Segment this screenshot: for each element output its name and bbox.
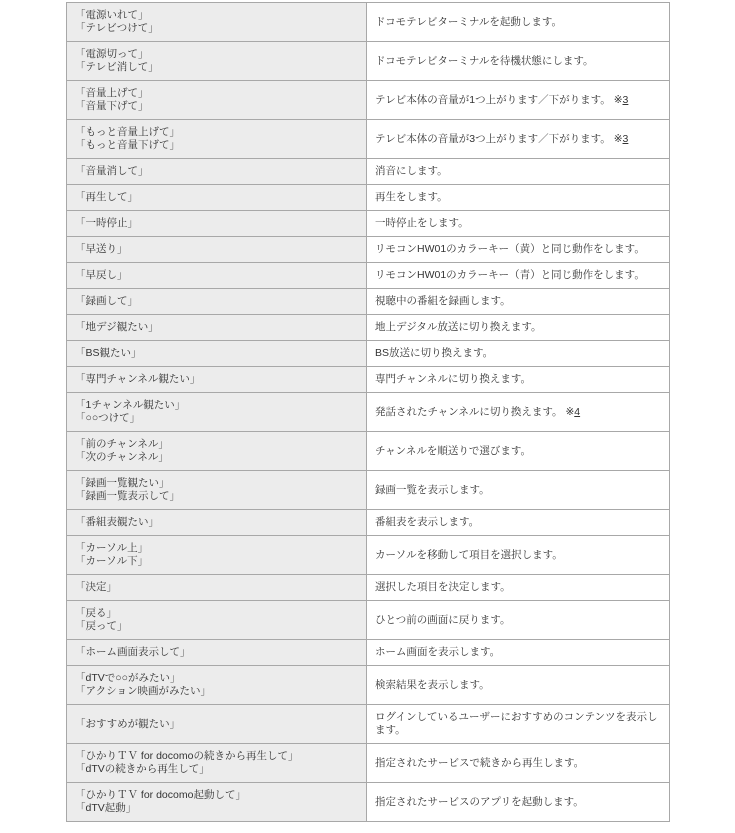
description-text: ドコモテレビターミナルを起動します。 <box>375 15 563 28</box>
command-text: 「テレビ消して」 <box>75 61 159 73</box>
description-text: 再生をします。 <box>375 191 448 203</box>
description-text: 選択した項目を決定します。 <box>375 581 511 593</box>
table-row <box>67 341 670 367</box>
command-text: 「テレビつけて」 <box>75 22 159 34</box>
description-cell <box>367 575 670 601</box>
description-text: 指定されたサービスで続きから再生します。 <box>375 756 585 769</box>
description-cell <box>367 705 670 744</box>
description-text: 検索結果を表示します。 <box>375 678 490 691</box>
footnote-ref <box>611 94 629 106</box>
table-row <box>67 432 670 471</box>
command-cell <box>67 315 367 341</box>
command-text: 「電源切って」 <box>75 48 149 60</box>
table-row <box>67 783 670 822</box>
description-cell <box>367 744 670 783</box>
command-text: 「決定」 <box>75 581 117 593</box>
description-cell <box>367 315 670 341</box>
voice-command-table-wrapper <box>66 2 669 822</box>
description-cell <box>367 237 670 263</box>
description-text: ひとつ前の画面に戻ります。 <box>375 613 511 626</box>
command-text: 「一時停止」 <box>75 217 138 229</box>
command-cell <box>67 783 367 822</box>
description-cell <box>367 393 670 432</box>
command-cell <box>67 367 367 393</box>
table-row <box>67 705 670 744</box>
command-text: 「音量上げて」 <box>75 87 149 99</box>
command-cell <box>67 640 367 666</box>
command-cell <box>67 211 367 237</box>
description-cell <box>367 783 670 822</box>
command-text: 「カーソル下」 <box>75 555 149 567</box>
command-cell <box>67 536 367 575</box>
command-cell <box>67 510 367 536</box>
command-cell <box>67 601 367 640</box>
table-row <box>67 367 670 393</box>
table-row <box>67 159 670 185</box>
table-row <box>67 471 670 510</box>
footnote-link[interactable]: 3 <box>622 132 629 145</box>
description-cell <box>367 471 670 510</box>
command-text: 「dTVの続きから再生して」 <box>75 763 210 775</box>
footnote-symbol: ※ <box>562 405 575 418</box>
command-cell <box>67 393 367 432</box>
command-text: 「地デジ観たい」 <box>75 321 159 333</box>
table-row <box>67 744 670 783</box>
footnote-ref <box>611 133 629 145</box>
description-cell <box>367 81 670 120</box>
command-cell <box>67 185 367 211</box>
command-cell <box>67 3 367 42</box>
command-text: 「前のチャンネル」 <box>75 438 169 450</box>
command-text: 「ひかりＴＶ for docomoの続きから再生して」 <box>75 750 299 762</box>
command-text: 「専門チャンネル観たい」 <box>75 373 201 385</box>
description-text: カーソルを移動して項目を選択します。 <box>375 548 563 561</box>
command-text: 「カーソル上」 <box>75 542 149 554</box>
description-cell <box>367 159 670 185</box>
command-cell <box>67 42 367 81</box>
command-cell <box>67 120 367 159</box>
command-text: 「戻る」 <box>75 607 117 619</box>
command-text: 「次のチャンネル」 <box>75 451 169 463</box>
description-cell <box>367 289 670 315</box>
description-cell <box>367 263 670 289</box>
description-cell <box>367 640 670 666</box>
footnote-symbol: ※ <box>610 93 623 106</box>
command-text: 「dTVで○○がみたい」 <box>75 672 181 684</box>
table-row <box>67 315 670 341</box>
command-text: 「音量消して」 <box>75 165 149 177</box>
table-row <box>67 81 670 120</box>
command-cell <box>67 289 367 315</box>
voice-command-table <box>66 2 670 822</box>
description-cell <box>367 367 670 393</box>
description-cell <box>367 341 670 367</box>
table-row <box>67 237 670 263</box>
description-text: 指定されたサービスのアプリを起動します。 <box>375 795 584 808</box>
table-row <box>67 289 670 315</box>
table-row <box>67 575 670 601</box>
description-text: BS放送に切り換えます。 <box>375 347 494 359</box>
description-text: ホーム画面を表示します。 <box>375 646 501 658</box>
footnote-symbol: ※ <box>610 132 623 145</box>
command-text: 「○○つけて」 <box>75 412 141 424</box>
description-cell <box>367 3 670 42</box>
description-cell <box>367 120 670 159</box>
description-text: 番組表を表示します。 <box>375 516 480 528</box>
command-text: 「おすすめが観たい」 <box>75 717 181 730</box>
command-cell <box>67 159 367 185</box>
description-text: 視聴中の番組を録画します。 <box>375 295 511 307</box>
description-text: 一時停止をします。 <box>375 217 469 229</box>
command-text: 「dTV起動」 <box>75 802 137 814</box>
command-cell <box>67 341 367 367</box>
description-text: 地上デジタル放送に切り換えます。 <box>375 321 542 333</box>
command-text: 「アクション映画がみたい」 <box>75 685 211 697</box>
description-text: チャンネルを順送りで選びます。 <box>375 444 532 457</box>
description-cell <box>367 536 670 575</box>
command-cell <box>67 705 367 744</box>
footnote-ref <box>563 406 581 418</box>
description-cell <box>367 601 670 640</box>
command-text: 「BS観たい」 <box>75 347 142 359</box>
description-text: 専門チャンネルに切り換えます。 <box>375 373 532 385</box>
command-text: 「早送り」 <box>75 243 128 255</box>
command-text: 「録画一覧表示して」 <box>75 490 180 502</box>
command-cell <box>67 237 367 263</box>
table-row <box>67 42 670 81</box>
table-row <box>67 666 670 705</box>
command-text: 「電源いれて」 <box>75 9 149 21</box>
command-text: 「もっと音量下げて」 <box>75 139 180 151</box>
command-cell <box>67 666 367 705</box>
command-text: 「ホーム画面表示して」 <box>75 646 191 658</box>
description-cell <box>367 42 670 81</box>
command-cell <box>67 575 367 601</box>
voice-command-table-body <box>67 3 670 822</box>
command-text: 「録画して」 <box>75 295 138 307</box>
table-row <box>67 3 670 42</box>
description-cell <box>367 432 670 471</box>
command-cell <box>67 744 367 783</box>
table-row <box>67 640 670 666</box>
command-text: 「ひかりＴＶ for docomo起動して」 <box>75 789 246 801</box>
command-cell <box>67 81 367 120</box>
description-cell <box>367 211 670 237</box>
description-cell <box>367 510 670 536</box>
table-row <box>67 211 670 237</box>
command-text: 「早戻し」 <box>75 269 128 281</box>
command-cell <box>67 432 367 471</box>
table-row <box>67 120 670 159</box>
table-row <box>67 263 670 289</box>
description-text: 発話されたチャンネルに切り換えます。 <box>375 405 563 418</box>
description-text: 録画一覧を表示します。 <box>375 483 490 496</box>
command-text: 「番組表観たい」 <box>75 516 159 528</box>
command-text: 「もっと音量上げて」 <box>75 126 180 138</box>
command-text: 「戻って」 <box>75 620 128 632</box>
command-text: 「音量下げて」 <box>75 100 149 112</box>
description-cell <box>367 185 670 211</box>
description-text: リモコンHW01のカラーキー（青）と同じ動作をします。 <box>375 269 645 281</box>
command-cell <box>67 263 367 289</box>
command-text: 「録画一覧観たい」 <box>75 477 170 489</box>
description-text: 消音にします。 <box>375 165 448 177</box>
description-text: テレビ本体の音量が1つ上がります／下がります。 <box>375 93 611 106</box>
description-cell <box>367 666 670 705</box>
description-text: ドコモテレビターミナルを待機状態にします。 <box>375 54 594 67</box>
command-text: 「1チャンネル観たい」 <box>75 399 186 411</box>
table-row <box>67 393 670 432</box>
description-text: リモコンHW01のカラーキー（黄）と同じ動作をします。 <box>375 243 645 255</box>
description-text: ログインしているユーザーにおすすめのコンテンツを表示します。 <box>375 711 658 736</box>
table-row <box>67 510 670 536</box>
footnote-link[interactable]: 3 <box>622 93 629 106</box>
table-row <box>67 601 670 640</box>
command-text: 「再生して」 <box>75 191 138 203</box>
table-row <box>67 185 670 211</box>
command-cell <box>67 471 367 510</box>
table-row <box>67 536 670 575</box>
footnote-link[interactable]: 4 <box>574 405 581 418</box>
description-text: テレビ本体の音量が3つ上がります／下がります。 <box>375 132 611 145</box>
